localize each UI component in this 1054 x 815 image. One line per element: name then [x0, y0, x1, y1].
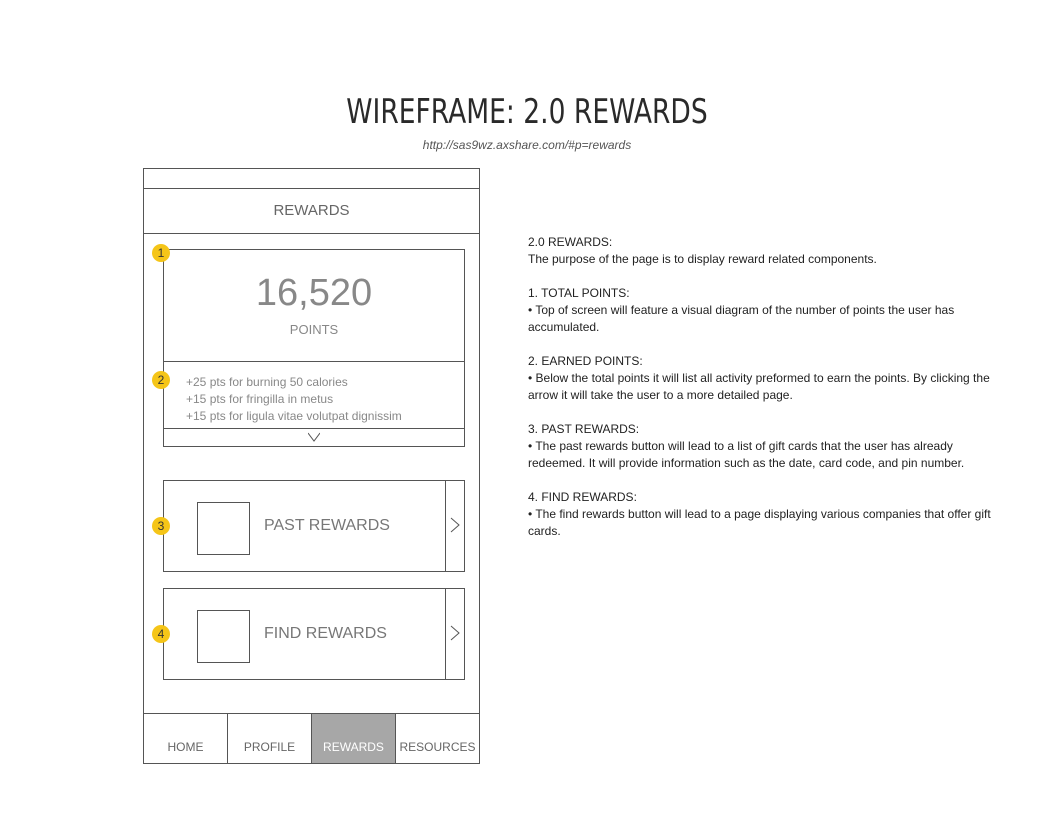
annotation-badge-2: 2	[152, 371, 170, 389]
list-item: +15 pts for fringilla in metus	[186, 392, 334, 406]
earned-points-expand-button[interactable]	[163, 428, 465, 447]
note-title: 2.0 REWARDS:	[528, 235, 613, 249]
screen-header: REWARDS	[144, 188, 479, 234]
list-item: +15 pts for ligula vitae volutpat dignissim	[186, 409, 402, 423]
note-body: • Top of screen will feature a visual diagram of the number of points the user has accumulated.	[528, 303, 955, 334]
total-points-panel	[163, 249, 465, 362]
note-overview	[528, 234, 998, 268]
past-rewards-label: PAST REWARDS	[264, 517, 390, 534]
note-body: • The find rewards button will lead to a page displaying various companies that offer gift cards.	[528, 507, 991, 538]
find-rewards-arrow[interactable]	[445, 588, 465, 680]
note-title: 1. TOTAL POINTS:	[528, 286, 630, 300]
annotation-badge-3: 3	[152, 517, 170, 535]
note-title: 2. EARNED POINTS:	[528, 354, 643, 368]
annotation-notes	[528, 234, 998, 557]
find-rewards-label: FIND REWARDS	[264, 625, 387, 642]
chevron-right-icon	[450, 625, 460, 641]
find-rewards-image-placeholder	[197, 610, 250, 663]
chevron-right-icon	[450, 517, 460, 533]
bottom-tab-bar	[144, 713, 479, 763]
note-past-rewards	[528, 421, 998, 472]
page-title: WIREFRAME: 2.0 REWARDS	[346, 92, 708, 132]
note-body: The purpose of the page is to display reward related components.	[528, 252, 877, 266]
note-title: 4. FIND REWARDS:	[528, 490, 637, 504]
past-rewards-arrow[interactable]	[445, 480, 465, 572]
tab-rewards[interactable]: REWARDS	[312, 714, 396, 763]
note-title: 3. PAST REWARDS:	[528, 422, 640, 436]
past-rewards-image-placeholder	[197, 502, 250, 555]
tab-home[interactable]: HOME	[144, 714, 228, 763]
find-rewards-button[interactable]	[163, 588, 465, 680]
prototype-url[interactable]: http://sas9wz.axshare.com/#p=rewards	[422, 138, 632, 152]
phone-mockup	[143, 168, 480, 764]
annotation-badge-4: 4	[152, 625, 170, 643]
annotation-badge-1: 1	[152, 244, 170, 262]
list-item: +25 pts for burning 50 calories	[186, 375, 348, 389]
total-points-label: POINTS	[289, 322, 339, 337]
tab-profile[interactable]: PROFILE	[228, 714, 312, 763]
note-total-points	[528, 285, 998, 336]
status-bar	[144, 169, 479, 189]
earned-points-list	[186, 374, 402, 425]
note-earned-points	[528, 353, 998, 404]
note-find-rewards	[528, 489, 998, 540]
note-body: • Below the total points it will list all activity preformed to earn the points. By clicking the arrow it will take the user to a more detailed page.	[528, 371, 990, 402]
note-body: • The past rewards button will lead to a list of gift cards that the user has already redeemed. It will provide information such as the date, card code, and pin number.	[528, 439, 965, 470]
past-rewards-button[interactable]	[163, 480, 465, 572]
total-points-value: 16,520	[255, 272, 373, 314]
tab-resources[interactable]: RESOURCES	[399, 740, 476, 754]
earned-points-panel	[163, 361, 465, 447]
